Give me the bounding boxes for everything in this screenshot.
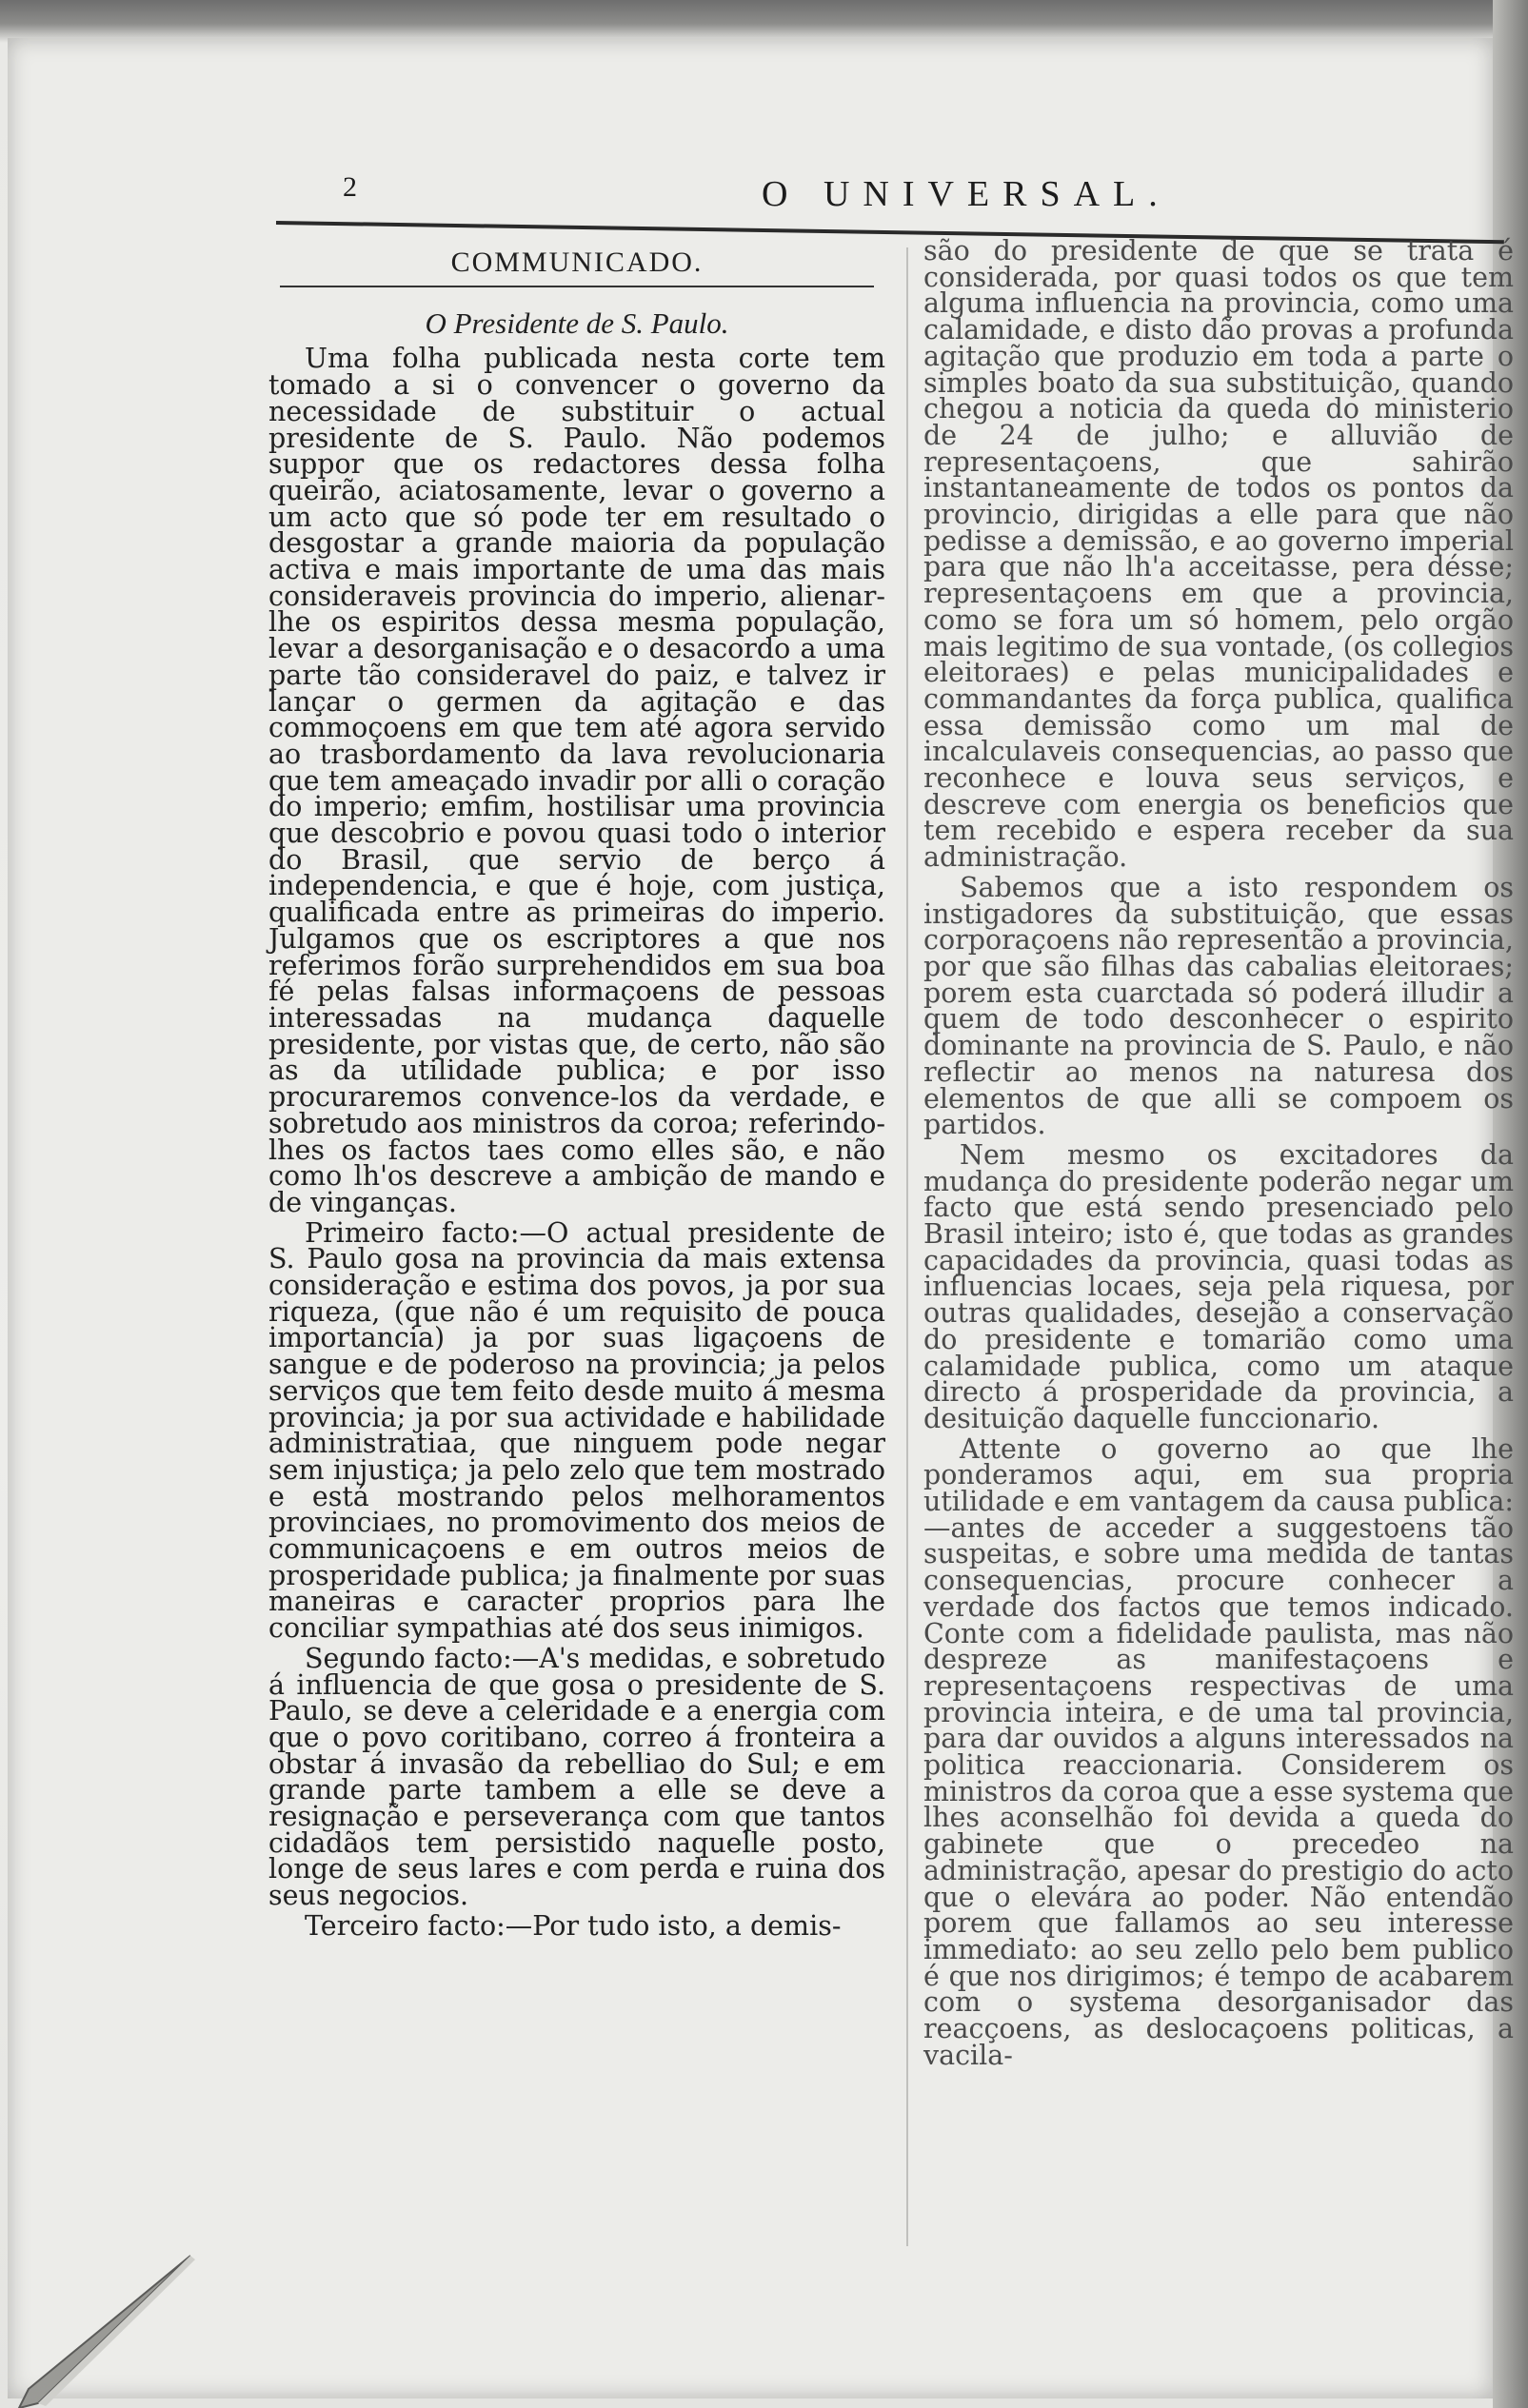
paragraph-nem-mesmo: Nem mesmo os excitadores da mudança do presidente poderão negar um facto que está sendo presenciado pelo Brasil inteiro; isto é, que todas as grandes capacidades da provincia, quasi todas as influencias locaes, seja pela riquesa, por outras qualidades, desejão a conservação do presidente e tomarião como uma calamidade publica, como um ataque directo á prosperidade da provincia, a desituição daquelle funccionario. (923, 1138, 1514, 1434)
paragraph-segundo-facto: Segundo facto:—A's medidas, e sobretudo á influencia de que gosa o presidente de S. Paulo, se deve a celeridade e a energia com que o povo coritibano, correo á fronteira a obstar á invasão da rebelliao do Sul; e em grande parte tambem a elle se deve a resignação e perseverança com que tantos cidadãos tem persistido naquelle posto, longe de seus lares e com perda e ruina dos seus negocios. (268, 1642, 885, 1912)
section-title: COMMUNICADO. (450, 247, 704, 278)
pen-tip-image (0, 2246, 219, 2408)
masthead-title: O UNIVERSAL. (762, 174, 1171, 214)
page-header (276, 171, 1504, 228)
paragraph-sabemos: Sabemos que a isto respondem os instigadores da substituição, que essas corporaçoens não representão a provincia, por que são filhas das cabalias eleitoraes; porem esta cuarctada só poderá illudir a quem de todo desconhecer o espirito dominante na provincia de S. Paulo, e não reflectir ao menos na naturesa dos elementos de que alli se compoem os partidos. (923, 871, 1514, 1141)
article-title: O Presidente de S. Paulo. (425, 306, 729, 340)
section-title-rule (280, 286, 874, 287)
paragraph-terceiro-facto: Terceiro facto:—Por tudo isto, a demis- (305, 1909, 842, 1942)
paragraph-continuation: são do presidente de que se trata é considerada, por quasi todos os que tem alguma influencia na provincia, como uma calamidade, e disto dão provas a profunda agitação que produzio em toda a parte o simples boato da sua substituição, quando chegou a noticia da queda do ministerio de 24 de julho; e alluvião de representaçoens, que sahirão instantaneamente de todos os pontos da provincio, dirigidas a elle para que não pedisse a demissão, e ao governo imperial para que não lh'a acceitasse, pera désse; representaçoens em que a provincia, como se fora um só homem, pelo orgão mais legitimo de sua vontade, (os collegios eleitoraes) e pelas municipalidades e commandantes da força publica, qualifica essa demissão como um mal de incalculaveis consequencias, ao passo que reconhece e louva seus serviços, e descreve com energia os beneficios que tem recebido e espera receber da sua administração. (923, 235, 1514, 874)
left-column (268, 228, 885, 1944)
right-column (923, 235, 1514, 2073)
paragraph-primeiro-facto: Primeiro facto:—O actual presidente de S. Paulo gosa na provincia da mais extensa consideração e estima dos povos, ja por sua riqueza, (que não é um requisito de pouca importancia) ja por suas ligaçoens de sangue e de poderoso na provincia; ja pelos serviços que tem feito desde muito á mesma provincia; ja por sua actividade e habilidade administratiaa, que ninguem pode negar sem injustiça; ja pelo zelo que tem mostrado e está mostrando pelos melhoramentos provinciaes, no promovimento dos meios de communicaçoens e em outros meios de prosperidade publica; ja finalmente por suas maneiras e caracter proprios para lhe conciliar sympathias até dos seus inimigos. (268, 1216, 885, 1645)
paragraph-attente: Attente o governo ao que lhe ponderamos aqui, em sua propria utilidade e em vantagem da causa publica:—antes de acceder a suggestoens tão suspeitas, e sobre uma medida de tantas consequencias, procure conhecer a verdade dos factos que temos indicado. Conte com a fidelidade paulista, mas não despreze as manifestaçoens e representaçoens respectivas de uma provincia inteira, e de uma tal provincia, para dar ouvidos a alguns interessados na politica reaccionaria. Considerem os ministros da coroa que a esse systema que lhes aconselhão foi devida a queda do gabinete que o precedeo na administração, apesar do prestigio do acto que o elevára ao poder. Não entendão porem que fallamos ao seu interesse immediato: ao seu zello pelo bem publico é que nos dirigimos; é tempo de acabarem com o systema desorganisador das reacçoens, as deslocaçoens politicas, a vacila- (923, 1432, 1514, 2071)
column-separator (906, 247, 908, 2246)
page-number: 2 (343, 171, 357, 203)
paragraph-intro: Uma folha publicada nesta corte tem tomado a si o convencer o governo da necessidade de substituir o actual presidente de S. Paulo. Não podemos suppor que os redactores dessa folha queirão, aciatosamente, levar o governo a um acto que só pode ter em resultado o desgostar a grande maioria da população activa e mais importante de uma das mais consideraveis provincia do imperio, alienar-lhe os espiritos dessa mesma população, levar a desorganisação e o desacordo a uma parte tão consideravel do paiz, e talvez ir lançar o germen da agitação e das commoçoens em que tem até agora servido ao trasbordamento da lava revolucionaria que tem ameaçado invadir por alli o coração do imperio; emfim, hostilisar uma provincia que descobrio e povou quasi todo o interior do Brasil, que servio de berço á independencia, e que é hoje, com justiça, qualificada entre as primeiras do imperio. Julgamos que os escriptores a que nos referimos forão surprehendidos em sua boa fé pelas falsas informaçoens de pessoas interessadas na mudança daquelle presidente, por vistas que, de certo, não são as da utilidade publica; e por isso procuraremos convence-los da verdade, e sobretudo aos ministros da coroa; referindo-lhes os factos taes como elles são, e não como lh'os descreve a ambição de mando e de vinganças. (268, 343, 885, 1218)
